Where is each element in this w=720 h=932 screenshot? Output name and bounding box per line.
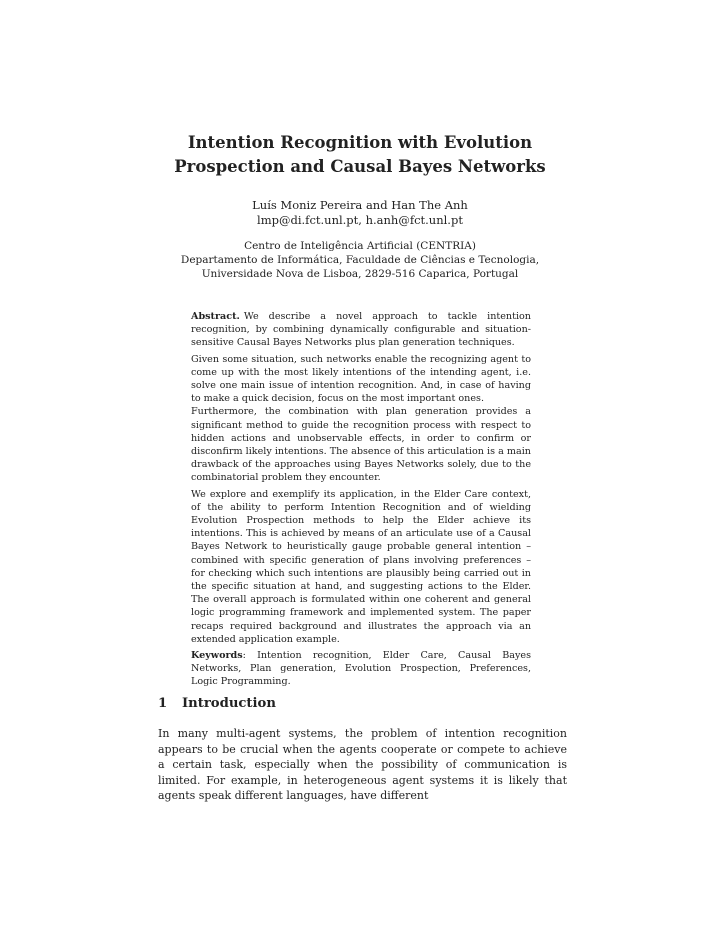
abstract	[191, 310, 531, 692]
author-emails: lmp@di.fct.unl.pt, h.anh@fct.unl.pt	[257, 213, 463, 227]
body-paragraph: In many multi-agent systems, the problem of intention recognition appears to be crucial when the agents cooperate or compete to achieve a certain task, especially when the possibility of communication is limited. For example, in heterogeneous agent systems it is likely that agents speak different languages, have different	[158, 727, 567, 803]
affiliation-line-1: Centro de Inteligência Artificial (CENTRIA)	[244, 240, 476, 252]
keywords-label: Keywords	[191, 650, 243, 662]
author-names: Luís Moniz Pereira and Han The Anh	[252, 198, 468, 212]
section-title: Introduction	[182, 696, 276, 711]
affiliation-line-3: Universidade Nova de Lisboa, 2829-516 Caparica, Portugal	[201, 268, 519, 280]
abstract-text-2: Given some situation, such networks enable the recognizing agent to come up with the most likely intentions of the intending agent, i.e. solve one main issue of intention recognition. And, in case of having to make a quick decision, focus on the most important ones.	[191, 353, 531, 405]
abstract-paragraph-4	[191, 488, 531, 646]
abstract-text-1: We describe a novel approach to tackle intention recognition, by combining dynamically configurable and situation-sensitive Causal Bayes Networks plus plan generation techniques.	[191, 311, 531, 349]
title-line-2: Prospection and Causal Bayes Networks	[174, 157, 546, 176]
keywords-paragraph	[191, 649, 531, 689]
author-block	[0, 198, 720, 228]
abstract-label: Abstract.	[191, 311, 240, 322]
paper-title	[0, 131, 720, 179]
abstract-paragraph-1	[191, 310, 531, 350]
abstract-text-4: We explore and exemplify its application, in the Elder Care context, of the ability to perform Intention Recognition and of wielding Evolution Prospection methods to help the Elder achieve its intentions. This is achieved by means of an articulate use of a Causal Bayes Network to heuristically gauge probable general intention – combined with specific generation of plans involving preferences – for checking which such intentions are plausibly being carried out in the specific situation at hand, and suggesting actions to the Elder. The overall approach is formulated within one coherent and general logic programming framework and implemented system. The paper recaps required background and illustrates the approach via an extended application example.	[191, 488, 531, 645]
affiliation-block	[0, 239, 720, 281]
title-line-1: Intention Recognition with Evolution	[187, 133, 533, 152]
section-heading	[158, 696, 276, 711]
section-body	[158, 726, 567, 804]
affiliation-line-2: Departamento de Informática, Faculdade de Ciências e Tecnologia,	[180, 254, 540, 266]
abstract-paragraph-2	[191, 353, 531, 406]
abstract-text-3: Furthermore, the combination with plan generation provides a significant method to guide the recognition process with respect to hidden actions and unobservable effects, in order to confirm or disconfirm likely intentions. The absence of this articulation is a main drawback of the approaches using Bayes Networks solely, due to the combinatorial problem they encounter.	[191, 406, 531, 484]
keywords-text: : Intention recognition, Elder Care, Causal Bayes Networks, Plan generation, Evolution Prospection, Preferences, Logic Programming.	[191, 650, 531, 688]
section-number: 1	[158, 696, 168, 711]
abstract-paragraph-3	[191, 405, 531, 484]
